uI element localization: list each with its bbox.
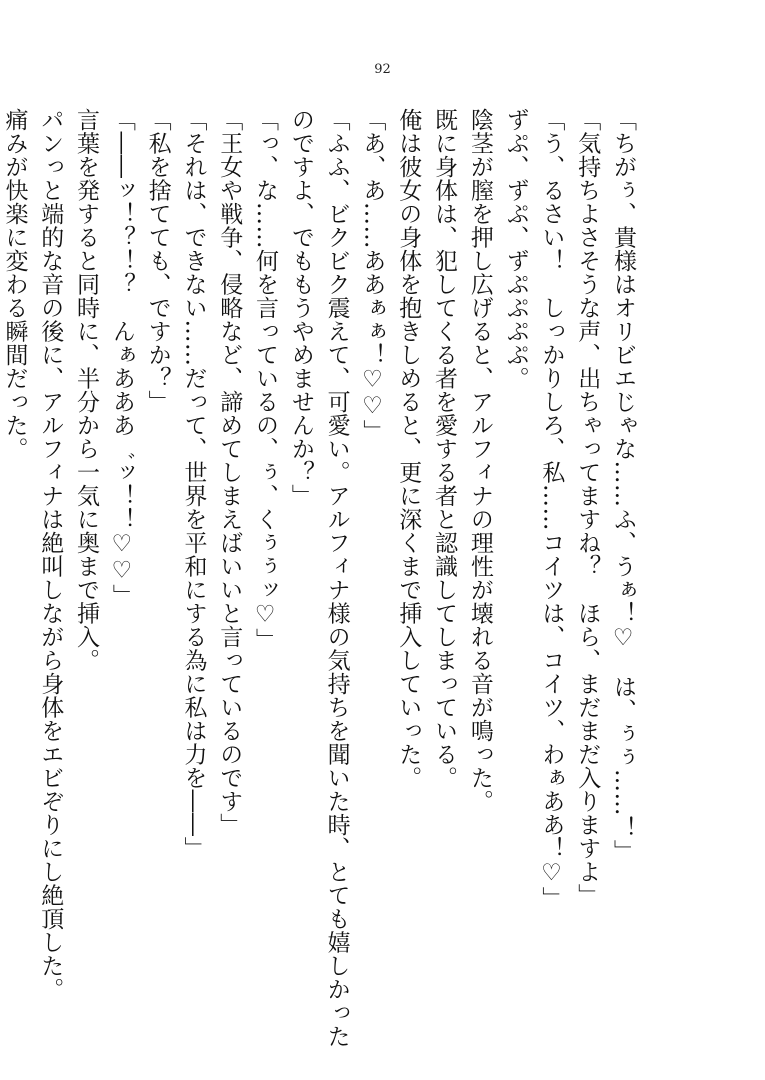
text-line: 痛みが快楽に変わる瞬間だった。 [1, 108, 28, 461]
text-line: パンっと端的な音の後に、アルフィナは絶叫しながら身体をエビぞりにし絶頂した。 [37, 108, 64, 1001]
text-line: 既に身体は、犯してくる者を愛する者と認識してしまっている。 [431, 108, 458, 790]
text-line: 「――ッ！？！？ んぁあああ゛ッ！！♡♡」 [108, 108, 135, 608]
text-line: 「それは、できない……だって、世界を平和にする為に私は力を――」 [180, 108, 207, 860]
text-line: 「私を捨てても、ですか？」 [144, 108, 171, 414]
text-line: 「う、るさい！ しっかりしろ、私……コイツは、コイツ、わぁああ！♡」 [538, 108, 565, 910]
text-line: 「ちがぅ、貴様はオリビエじゃな……ふ、うぁ！♡ は、ぅぅ……！」 [610, 108, 636, 863]
text-line: ずぷ、ずぷ、ずぷぷぷぷ。 [502, 108, 529, 390]
text-line: 言葉を発すると同時に、半分から一気に奥まで挿入。 [73, 108, 100, 672]
text-line: 俺は彼女の身体を抱きしめると、更に深くまで挿入していった。 [395, 108, 422, 790]
text-line: 「あ、あ……ああぁぁ！♡♡」 [359, 108, 386, 443]
vertical-text-body [1, 108, 640, 1048]
text-line: 「王女や戦争、侵略など、諦めてしまえばいいと言っているのです」 [216, 108, 243, 837]
text-line: 陰茎が膣を押し広げると、アルフィナの理性が壊れる音が鳴った。 [466, 108, 493, 813]
text-line: のですよ、でももうやめませんか？」 [287, 108, 314, 508]
page-number: 92 [374, 62, 391, 77]
text-line: 「ふふ、ビクビク震えて、可愛い。アルフィナ様の気持ちを聞いた時、とても嬉しかった [323, 108, 350, 1048]
text-line: 「っ、な……何を言っているの、ぅ、くぅぅッ♡」 [252, 108, 279, 652]
text-line: 「気持ちよさそうな声、出ちゃってますね？ ほら、まだまだ入りますよ」 [574, 108, 601, 907]
